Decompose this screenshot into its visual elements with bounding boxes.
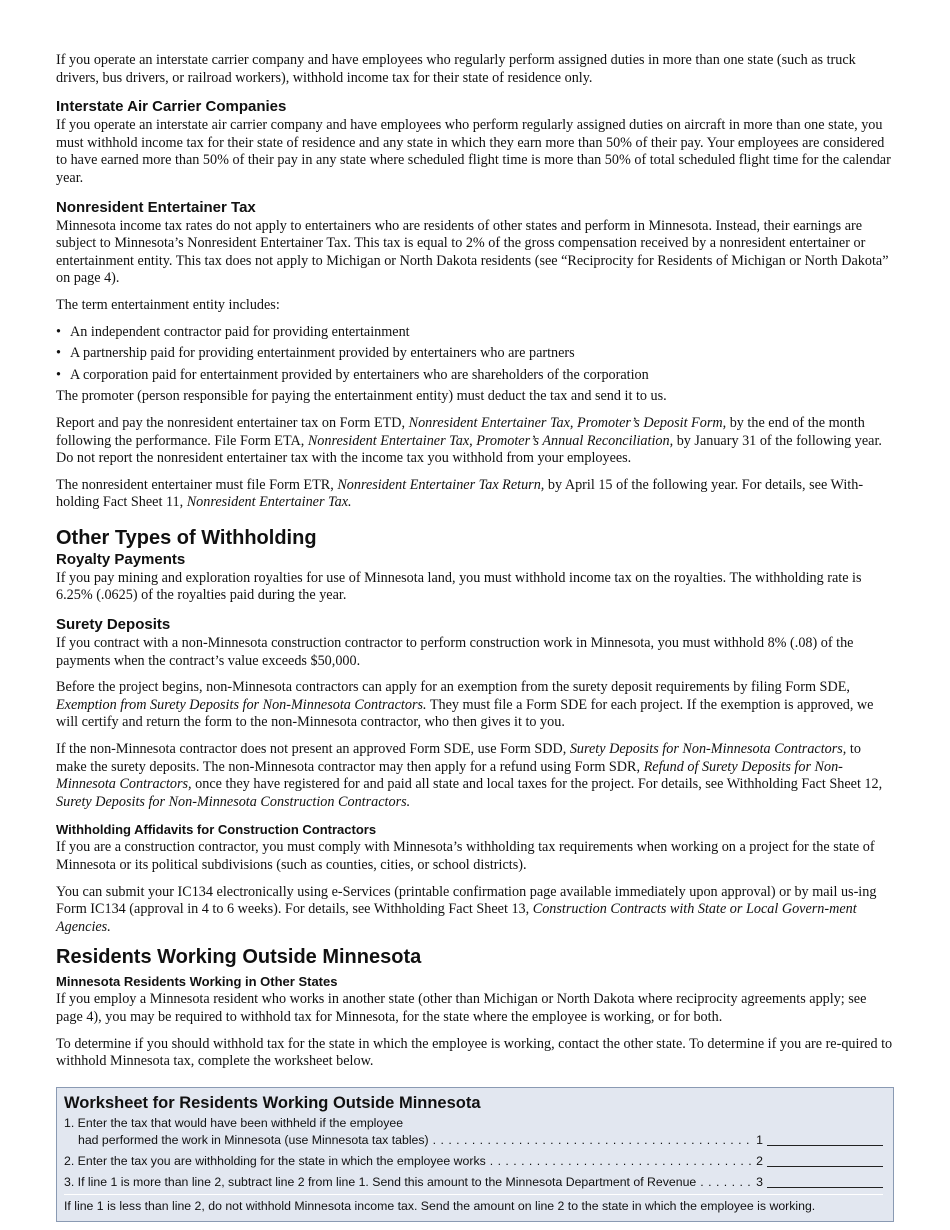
entertainer-paragraph-5: The nonresident entertainer must file Form ETR, Nonresident Entertainer Tax Return, by April 15 of the following year. For details, see With-holding Fact Sheet 11, Nonresident Entertainer Tax. <box>56 476 864 511</box>
residents-sub-heading: Minnesota Residents Working in Other States <box>56 974 338 990</box>
entertainer-paragraph-1: Minnesota income tax rates do not apply to entertainers who are residents of other states and perform in Minnesota. Instead, their earnings are subject to Minnesota’s Nonresident Entertainer Tax. This tax is equal to 2% of the gross compensation received by a nonresident entertainer or entertainment entity. This tax does not apply to Michigan or North Dakota residents (see “Reciprocity for Residents of Michigan or North Dakota” on page 4). <box>56 217 889 287</box>
worksheet-line-1-text: 1. Enter the tax that would have been withheld if the employee <box>64 1115 404 1130</box>
line-3-entry-field[interactable] <box>767 1175 883 1188</box>
royalty-paragraph: If you pay mining and exploration royalties for use of Minnesota land, you must withhold income tax on the royalties. The withholding rate is 6.25% (.0625) of the royalties paid during the year. <box>56 569 862 604</box>
air-carrier-paragraph: If you operate an interstate air carrier company and have employees who perform regularly assigned duties on aircraft in more than one state, you must withhold income tax for their state of residence and any state in which they earn more than 50% of their pay. Your employees are considered to have earned more than 50% of their pay in any state where scheduled flight time is more than 50% of total scheduled flight time for the calendar year. <box>56 117 891 186</box>
worksheet-line-2: 2. Enter the tax you are withholding for the state in which the employee works . . . 2 <box>64 1153 883 1170</box>
entertainer-heading: Nonresident Entertainer Tax <box>56 198 256 216</box>
list-item: • A partnership paid for providing entertainment provided by entertainers who are partners <box>56 345 894 363</box>
list-item: • A corporation paid for entertainment provided by entertainers who are shareholders of the corporation <box>56 367 894 385</box>
residents-paragraph-2: To determine if you should withhold tax for the state in which the employee is working, contact the other state. To determine if you are re-quired to withhold Minnesota tax, complete the worksheet below. <box>56 1035 893 1070</box>
list-item: • An independent contractor paid for providing entertainment <box>56 324 894 342</box>
affidavit-heading: Withholding Affidavits for Construction Contractors <box>56 822 377 838</box>
surety-paragraph-2: Before the project begins, non-Minnesota contractors can apply for an exemption from the surety deposit requirements by filing Form SDE, Exemption from Surety Deposits for Non-Minnesota Contractors. They must file a Form SDE for each project. If the exemption is approved, we will certify and return the form to the non-Minnesota contractor, who then gives it to you. <box>56 679 874 731</box>
royalty-heading: Royalty Payments <box>56 550 186 568</box>
residents-paragraph-1: If you employ a Minnesota resident who works in another state (other than Michigan or North Dakota where reciprocity agreements apply; see page 4), you may be required to withhold tax for Minnesota, for the state where the employee is working, or for both. <box>56 991 867 1025</box>
air-carrier-heading: Interstate Air Carrier Companies <box>56 98 287 116</box>
surety-paragraph-3: If the non-Minnesota contractor does not present an approved Form SDE, use Form SDD, Surety Deposits for Non-Minnesota Contractors, to make the surety deposits. The non-Minnesota contractor may then apply for a refund using Form SDR, Refund of Surety Deposits for Non-Minnesota Contractors, once they have registered for and paid all state and local taxes for the project. For details, see Withholding Fact Sheet 12, Surety Deposits for Non-Minnesota Construction Contractors. <box>56 741 883 810</box>
worksheet-box <box>56 1087 894 1222</box>
entertainer-paragraph-4: Report and pay the nonresident entertainer tax on Form ETD, Nonresident Entertainer Tax, Promoter’s Deposit Form, by the end of the month following the performance. File Form ETA, Nonresident Entertainer Tax, Promoter’s Annual Reconciliation, by January 31 of the following year. Do not report the nonresident entertainer tax with the income tax you withhold from your employees. <box>56 414 882 467</box>
entertainment-entity-list <box>56 324 894 385</box>
worksheet-title: Worksheet for Residents Working Outside Minnesota <box>64 1093 481 1112</box>
surety-paragraph-1: If you contract with a non-Minnesota construction contractor to perform construction work in Minnesota, you must withhold 8% (.08) of the payments when the contract’s value exceeds $50,000. <box>56 635 854 669</box>
line-2-entry-field[interactable] <box>767 1154 883 1167</box>
line-1-entry-field[interactable] <box>767 1133 883 1146</box>
affidavit-paragraph-2: You can submit your IC134 electronically using e-Services (printable confirmation page available immediately upon approval) or by mail us-ing Form IC134 (approval in 4 to 6 weeks). For details, see Withholding Fact Sheet 13, Construction Contracts with State or Local Govern-ment Agencies. <box>56 883 877 935</box>
surety-heading: Surety Deposits <box>56 616 171 634</box>
affidavit-paragraph-1: If you are a construction contractor, you must comply with Minnesota’s withholding tax requirements when working on a project for the state of Minnesota or its political subdivisions (such as counties, cities, or school districts). <box>56 839 875 873</box>
worksheet-note: If line 1 is less than line 2, do not withhold Minnesota income tax. Send the amount on line 2 to the state in which the employee is working. <box>64 1194 883 1215</box>
intro-paragraph: If you operate an interstate carrier company and have employees who regularly perform assigned duties in more than one state (such as truck drivers, bus drivers, or railroad workers), withhold income tax for their state of residence only. <box>56 52 856 86</box>
other-types-heading: Other Types of Withholding <box>56 526 317 549</box>
worksheet-line-3: 3. If line 1 is more than line 2, subtract line 2 from line 1. Send this amount to the Minnesota Department of Revenue . . . 3 <box>64 1174 883 1191</box>
entertainer-paragraph-3: The promoter (person responsible for paying the entertainment entity) must deduct the tax and send it to us. <box>56 388 667 405</box>
residents-heading: Residents Working Outside Minnesota <box>56 946 422 969</box>
worksheet-line-1: had performed the work in Minnesota (use Minnesota tax tables) . . . 1 <box>64 1132 883 1149</box>
entertainer-paragraph-2: The term entertainment entity includes: <box>56 296 280 313</box>
